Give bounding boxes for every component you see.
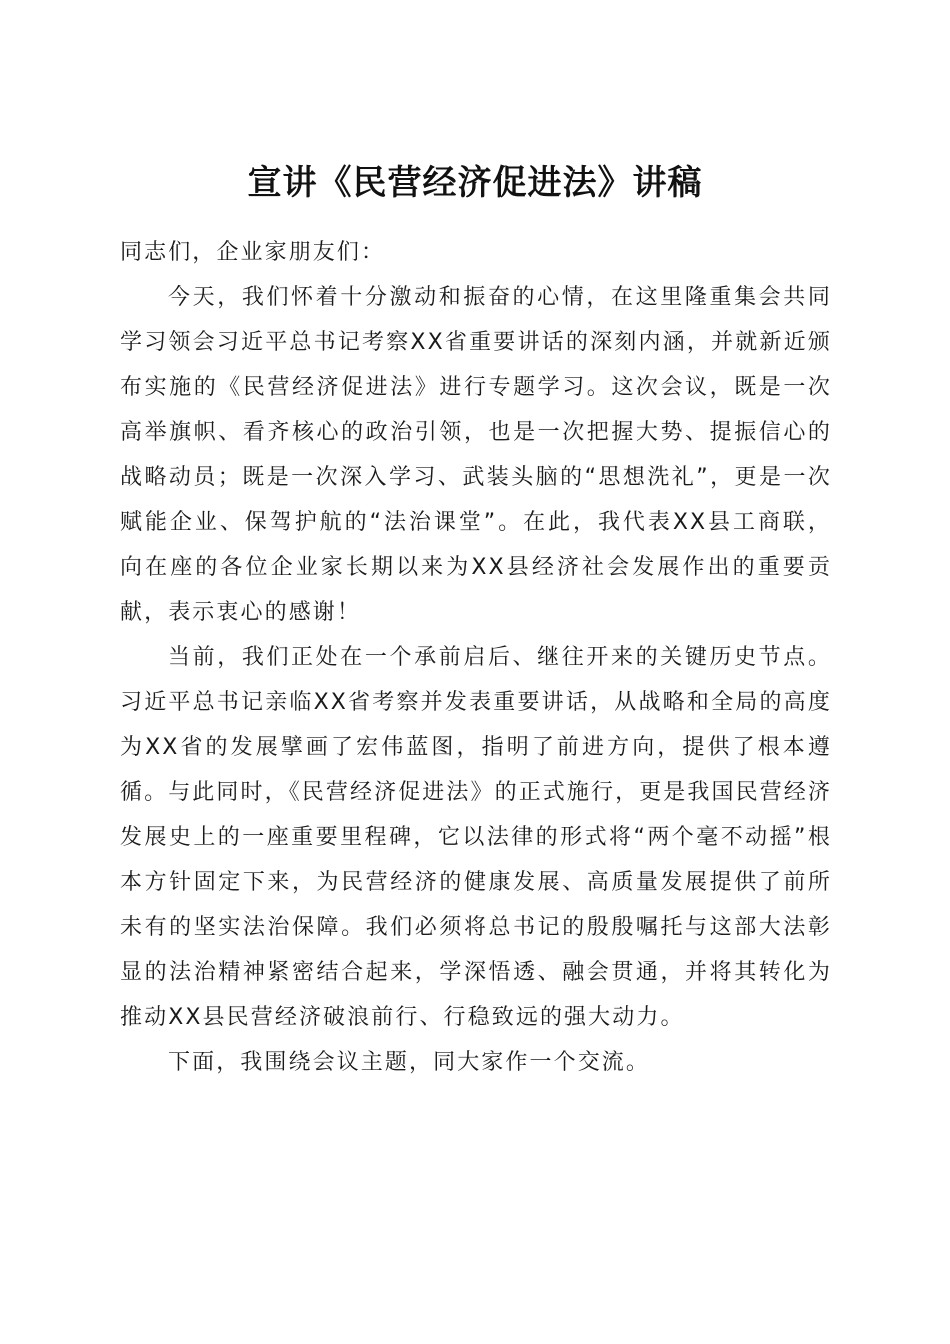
document-title: 宣讲《民营经济促进法》讲稿 (247, 162, 703, 203)
document-body (120, 230, 832, 1085)
salutation: 同志们，企业家朋友们： (120, 240, 386, 265)
paragraph-transition: 下面，我围绕会议主题，同大家作一个交流。 (168, 1050, 651, 1075)
paragraph-context: 当前，我们正处在一个承前启后、继往开来的关键历史节点。习近平总书记亲临XX省考察并发表重要讲话，从战略和全局的高度为XX省的发展擘画了宏伟蓝图，指明了前进方向，提供了根本遵循。与此同时，《民营经济促进法》的正式施行，更是我国民营经济发展史上的一座重要里程碑，它以法律的形式将“两个毫不动摇”根本方针固定下来，为民营经济的健康发展、高质量发展提供了前所未有的坚实法治保障。我们必须将总书记的殷殷嘱托与这部大法彰显的法治精神紧密结合起来，学深悟透、融会贯通，并将其转化为推动XX县民营经济破浪前行、行稳致远的强大动力。 (120, 645, 833, 1030)
paragraph-opening: 今天，我们怀着十分激动和振奋的心情，在这里隆重集会共同学习领会习近平总书记考察XX省重要讲话的深刻内涵，并就新近颁布实施的《民营经济促进法》进行专题学习。这次会议，既是一次高举旗帜、看齐核心的政治引领，也是一次把握大势、提振信心的战略动员；既是一次深入学习、武装头脑的“思想洗礼”，更是一次赋能企业、保驾护航的“法治课堂”。在此，我代表XX县工商联，向在座的各位企业家长期以来为XX县经济社会发展作出的重要贡献，表示衷心的感谢！ (120, 285, 832, 625)
